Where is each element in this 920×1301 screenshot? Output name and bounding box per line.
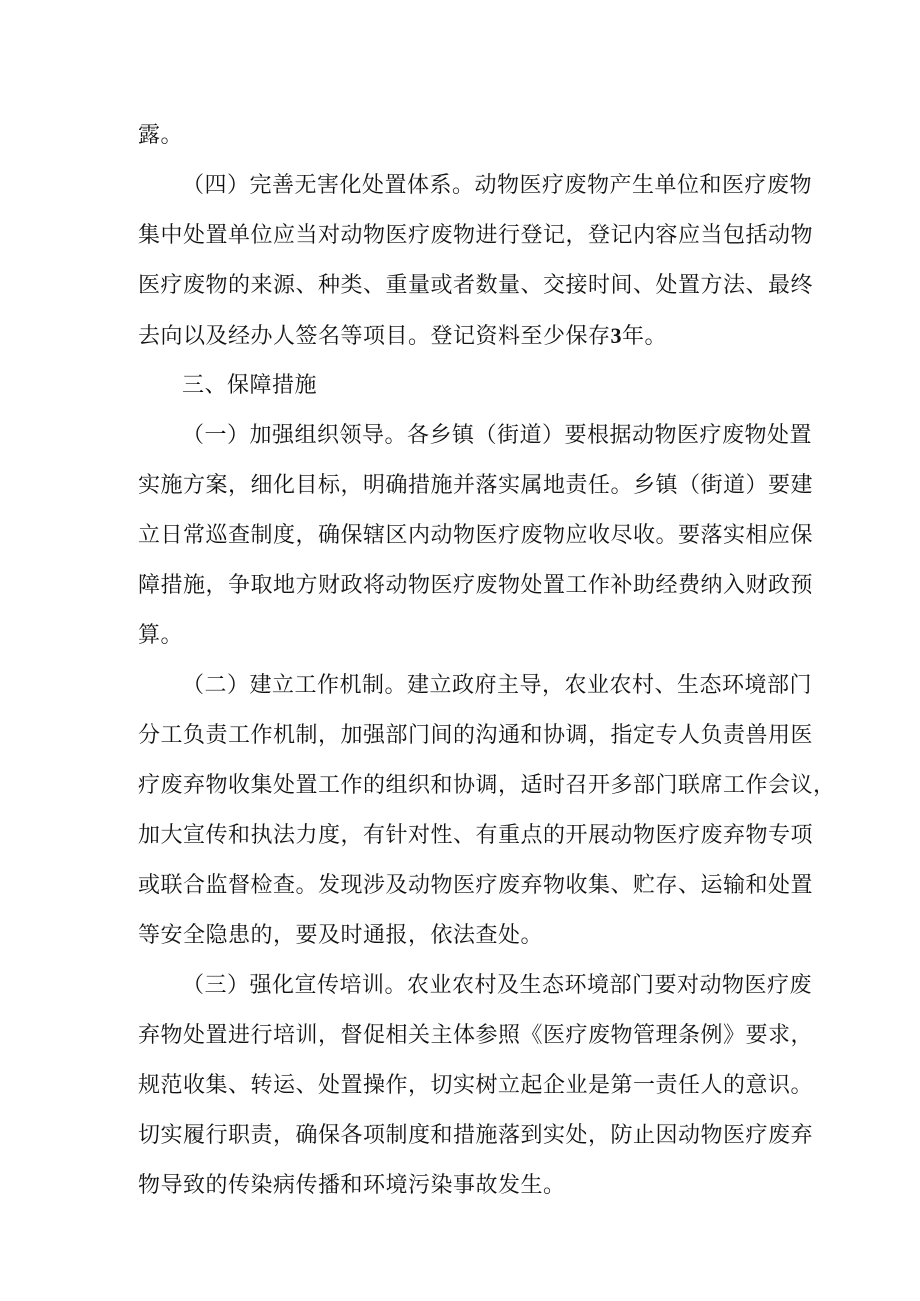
paragraph-3-start: （三）强化宣传培训。农业农村及生态环境部门要对动物医疗废: [182, 973, 813, 998]
text-line: 障措施，争取地方财政将动物医疗废物处置工作补助经费纳入财政预: [138, 573, 814, 598]
text-line: 集中处置单位应当对动物医疗废物进行登记，登记内容应当包括动物: [138, 223, 814, 248]
retention-years: 3: [610, 323, 623, 348]
document-body: [138, 112, 836, 1210]
text-line: 规范收集、转运、处置操作，切实树立起企业是第一责任人的意识。: [138, 1073, 814, 1098]
text-line: 弃物处置进行培训，督促相关主体参照《医疗废物管理条例》要求，: [138, 1023, 814, 1048]
text-line: 加大宣传和执法力度，有针对性、有重点的开展动物医疗废弃物专项: [138, 823, 814, 848]
paragraph-4-start: （四）完善无害化处置体系。动物医疗废物产生单位和医疗废物: [182, 173, 813, 198]
text-line: 疗废弃物收集处置工作的组织和协调，适时召开多部门联席工作会议，: [138, 773, 836, 798]
paragraph-2-start: （二）建立工作机制。建立政府主导，农业农村、生态环境部门: [182, 673, 813, 698]
text-line: 露。: [138, 123, 184, 148]
retention-text: 去向以及经办人签名等项目。登记资料至少保存: [138, 324, 611, 349]
text-line: 实施方案，细化目标，明确措施并落实属地责任。乡镇（街道）要建: [138, 473, 814, 498]
text-line: 等安全隐患的，要及时通报，依法查处。: [138, 923, 544, 948]
text-line-retention: [138, 312, 798, 360]
section-heading: 三、保障措施: [182, 373, 318, 398]
text-line: 立日常巡查制度，确保辖区内动物医疗废物应收尽收。要落实相应保: [138, 523, 814, 548]
text-line: 或联合监督检查。发现涉及动物医疗废弃物收集、贮存、运输和处置: [138, 873, 814, 898]
retention-suffix: 年。: [622, 324, 668, 349]
text-line: 医疗废物的来源、种类、重量或者数量、交接时间、处置方法、最终: [138, 273, 814, 298]
text-line: 切实履行职责，确保各项制度和措施落到实处，防止因动物医疗废弃: [138, 1123, 814, 1148]
text-line: 分工负责工作机制，加强部门间的沟通和协调，指定专人负责兽用医: [138, 723, 814, 748]
text-line: 算。: [138, 623, 184, 648]
text-line: 物导致的传染病传播和环境污染事故发生。: [138, 1173, 566, 1198]
paragraph-1-start: （一）加强组织领导。各乡镇（街道）要根据动物医疗废物处置: [182, 423, 813, 448]
